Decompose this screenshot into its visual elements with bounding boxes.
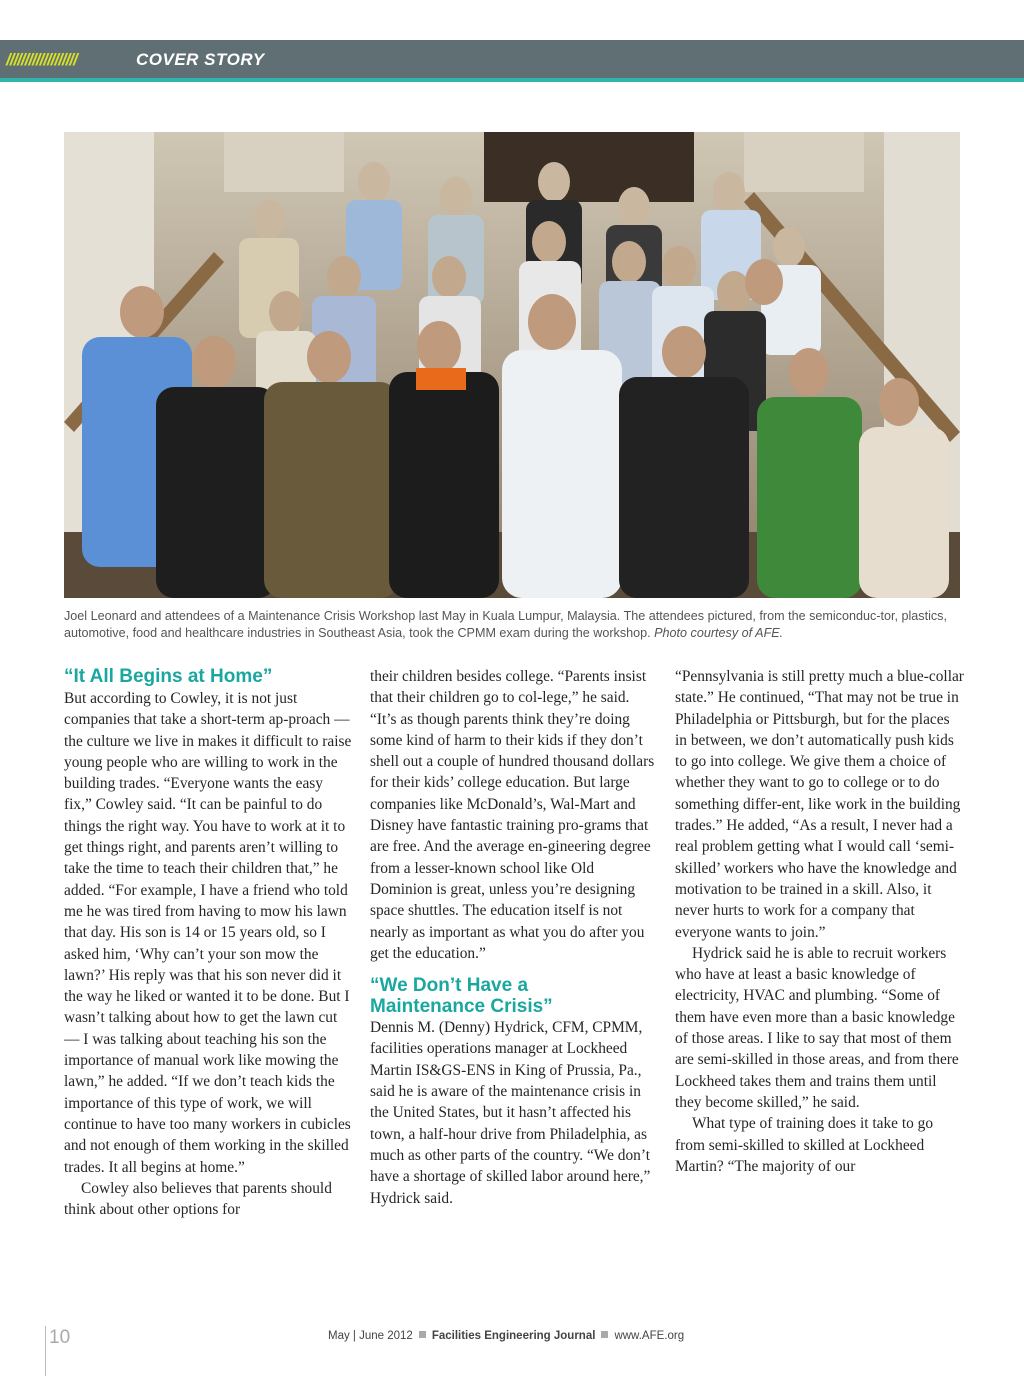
paragraph: their children besides college. “Parents insist that their children go to col-lege,” he said. “It’s as though parents think they’re doing some kind of harm to their kids if they don’t shell out a couple of hundred thousand dollars for their kids’ college education. But large companies like McDonald’s, Wal-Mart and Disney have fantastic training pro-grams that are free. And the average en-gineering degree from a lesser-known school like Old Dominion is great, unless you’re designing space shuttles. The education itself is not nearly as important as what you do after you get the education.”: [370, 668, 655, 962]
section-header-bar: [0, 40, 1024, 82]
caption-credit: Photo courtesy of AFE.: [654, 626, 784, 640]
footer-rule: [45, 1326, 46, 1376]
heading-line: “We Don’t Have a: [370, 975, 529, 997]
column-1: [64, 666, 352, 1220]
page-number: 10: [49, 1327, 71, 1348]
group-photo: [64, 132, 960, 598]
paragraph: But according to Cowley, it is not just companies that take a short-term ap-proach — the culture we live in makes it difficult to raise young people who are willing to work in the building trades. “Everyone wants the easy fix,” Cowley said. “It can be painful to do things the right way. You have to work at it to get things right, and parents aren’t willing to take the time to teach their children that,” he added. “For example, I have a friend who told me he was tired from having to mow his lawn that day. His son is 14 or 15 years old, so I asked him, ‘Why can’t your son mow the lawn?’ His reply was that his son never did it the way he liked or wanted it to be done. But I wasn’t talking about how to get the lawn cut — I was talking about teaching his son the importance of manual work like mowing the lawn,” he added. “If we don’t teach kids the importance of this type of work, we will continue to have too many workers in cubicles and not enough of them working in the skilled trades. It all begins at home.”: [64, 690, 352, 1176]
square-bullet-icon: [419, 1331, 426, 1338]
paragraph: Cowley also believes that parents should think about other options for: [64, 1179, 332, 1219]
publication-name: Facilities Engineering Journal: [431, 1330, 596, 1342]
column-3: [675, 666, 965, 1177]
heading-it-all-begins-at-home: “It All Begins at Home”: [64, 666, 273, 687]
heading-maintenance-crisis: [370, 975, 658, 1017]
paragraph: What type of training does it take to go from semi-skilled to skilled at Lockheed Martin? “The majority of our: [675, 1115, 934, 1175]
paragraph: Hydrick said he is able to recruit workers who have at least a basic knowledge of electricity, HVAC and plumbing. “Some of them have even more than a basic knowledge of those areas. I like to say that most of them are semi-skilled in those areas, and from there Lockheed takes them and trains them until they become skilled,” he said.: [675, 944, 959, 1111]
section-label: COVER STORY: [136, 50, 265, 69]
column-2: [370, 666, 658, 1209]
issue-date: May | June 2012: [328, 1330, 413, 1342]
paragraph: Dennis M. (Denny) Hydrick, CFM, CPMM, facilities operations manager at Lockheed Martin IS&GS-ENS in King of Prussia, Pa., said he is aware of the maintenance crisis in the United States, but it hasn’t affected his town, a half-hour drive from Philadelphia, as much as other parts of the country. “We don’t have a shortage of skilled labor around here,” Hydrick said.: [370, 1019, 651, 1207]
caption-text: Joel Leonard and attendees of a Maintenance Crisis Workshop last May in Kuala Lumpur, Malaysia. The attendees pictured, from the semiconduc-tor, plastics, automotive, food and healthcare industries in Southeast Asia, took the CPMM exam during the workshop.: [64, 609, 947, 640]
photo-caption: [64, 608, 964, 642]
website-link[interactable]: www.AFE.org: [614, 1330, 685, 1342]
paragraph: “Pennsylvania is still pretty much a blue-collar state.” He continued, “That may not be true in Philadelphia or Pittsburgh, but for the places in between, we don’t automatically push kids to go into college. We give them a choice of whether they want to go to college or to do something differ-ent, like work in the building trades.” He added, “As a result, I never had a real problem getting what I would call ‘semi-skilled’ workers who have the knowledge and motivation to be trained in a skill. Also, it never hurts to work for a company that everyone wants to join.”: [675, 668, 964, 941]
header-slashes: ///////////////////: [6, 50, 77, 69]
page-footer: [328, 1330, 684, 1342]
square-bullet-icon: [601, 1331, 608, 1338]
heading-line: Maintenance Crisis”: [370, 996, 553, 1018]
